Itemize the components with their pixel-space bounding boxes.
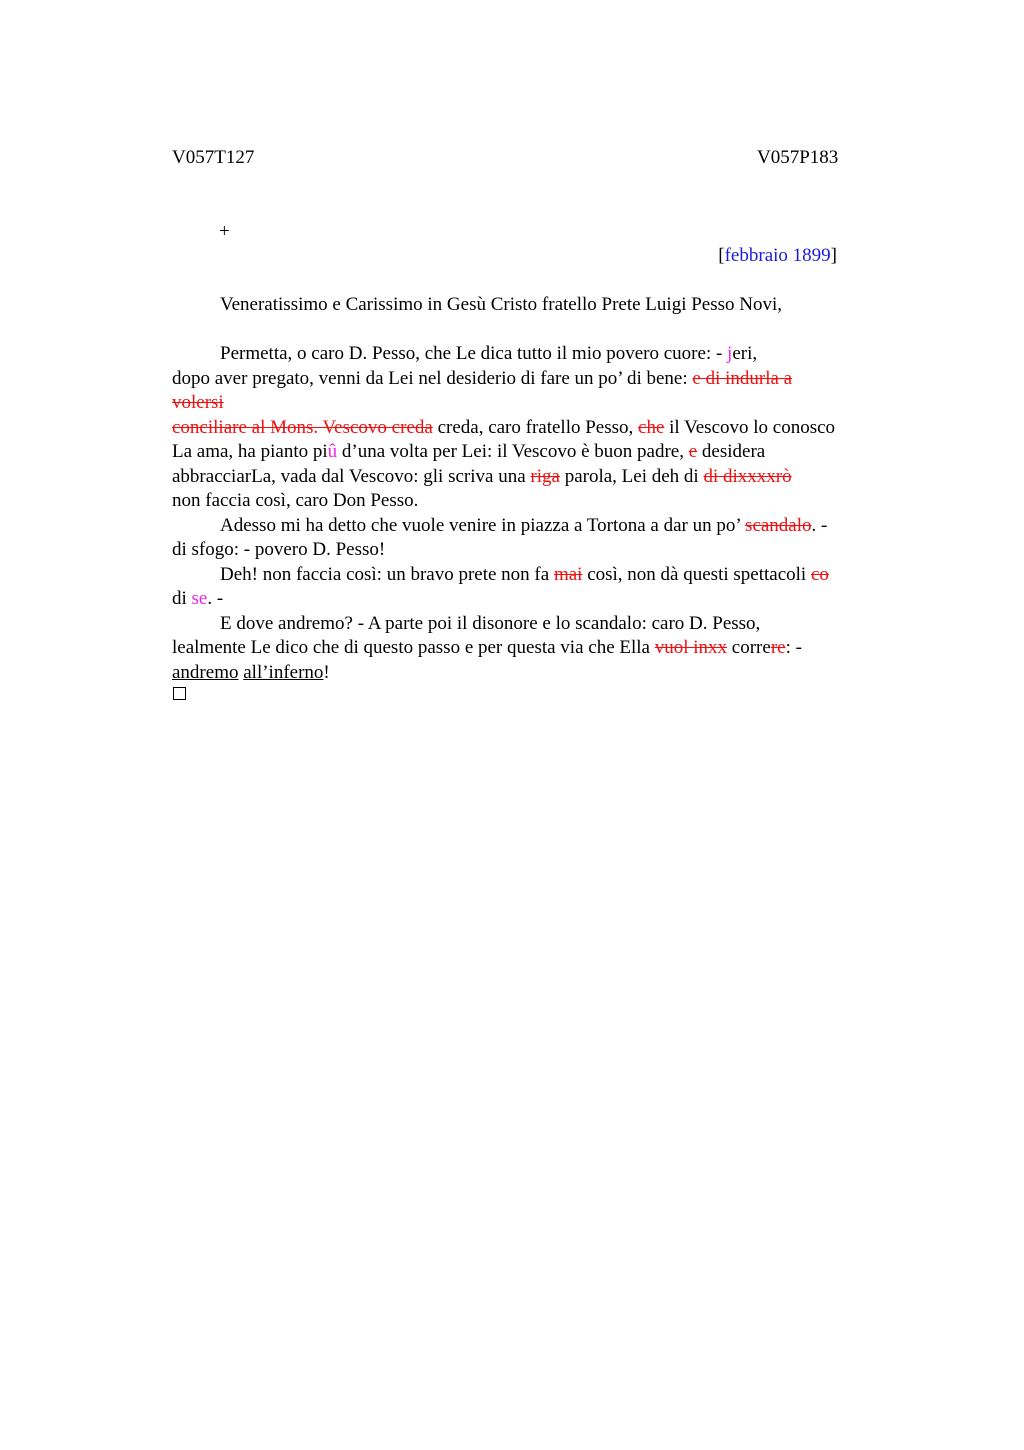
text-span: di sfogo: - povero D. Pesso!	[172, 539, 386, 560]
text-span: desidera	[697, 441, 766, 462]
text-span: così, non dà questi spettacoli	[582, 564, 811, 585]
text-line	[172, 466, 792, 488]
text-span: dopo aver pregato, venni da Lei nel desiderio di fare un po’ di bene:	[172, 368, 693, 389]
salutation: Veneratissimo e Carissimo in Gesù Cristo fratello Prete Luigi Pesso Novi,	[220, 294, 783, 315]
insertion-span: se	[191, 588, 208, 609]
deletion-span: vuol inxx	[654, 637, 728, 658]
text-span: parola, Lei deh di	[559, 466, 704, 487]
text-span: creda, caro fratello Pesso,	[432, 417, 639, 438]
text-span: il Vescovo lo conosco	[664, 417, 836, 438]
text-span: Deh! non faccia così: un bravo prete non fa	[220, 564, 554, 585]
date-text: febbraio 1899	[724, 245, 831, 266]
text-line	[172, 588, 223, 610]
insertion-span: û	[327, 441, 338, 462]
text-span: La ama, ha pianto pi	[172, 441, 328, 462]
deletion-span: e	[688, 441, 698, 462]
text-span: di	[172, 588, 192, 609]
text-span: !	[323, 662, 330, 683]
text-line	[172, 441, 765, 463]
text-span: . -	[811, 515, 828, 536]
text-span: Permetta, o caro D. Pesso, che Le dica tutto il mio povero cuore: -	[220, 343, 728, 364]
text-line	[172, 368, 792, 390]
deletion-span: che	[638, 417, 665, 438]
text-line	[220, 613, 760, 635]
text-line	[172, 392, 224, 414]
text-span: Adesso mi ha detto che vuole venire in piazza a Tortona a dar un po’	[220, 515, 746, 536]
deletion-span: co	[810, 564, 829, 585]
text-span: corre	[727, 637, 771, 658]
deletion-span: e di indurla a	[692, 368, 793, 389]
deletion-span: di dixxxxrò	[703, 466, 792, 487]
text-span: lealmente Le dico che di questo passo e per questa via che Ella	[172, 637, 655, 658]
text-line	[172, 539, 385, 561]
deletion-span: volersi	[172, 392, 224, 413]
deletion-span: scandalo	[745, 515, 812, 536]
text-line	[172, 490, 418, 512]
text-span: eri,	[732, 343, 758, 364]
square-outline-icon	[173, 687, 186, 700]
text-line	[220, 515, 827, 537]
text-span: non faccia così, caro Don Pesso.	[172, 490, 419, 511]
date-bracket-close: ]	[830, 245, 837, 266]
text-line	[172, 637, 802, 659]
text-span: E dove andremo? - A parte poi il disonore e lo scandalo: caro D. Pesso,	[220, 613, 761, 634]
deletion-span: re	[770, 637, 786, 658]
underlined-span: andremo	[172, 662, 239, 683]
text-line	[220, 564, 829, 586]
text-span: : -	[785, 637, 802, 658]
deletion-span: conciliare al Mons. Vescovo creda	[172, 417, 433, 438]
document-code-right: V057P183	[757, 147, 839, 168]
text-span: d’una volta per Lei: il Vescovo è buon padre,	[337, 441, 689, 462]
insertion-span: j	[727, 343, 733, 364]
text-span: . -	[207, 588, 224, 609]
text-line	[220, 343, 757, 365]
letter-date	[718, 245, 837, 267]
document-code-left: V057T127	[172, 147, 255, 168]
underlined-span: all’inferno	[243, 662, 324, 683]
date-bracket-open: [	[718, 245, 725, 266]
text-line	[172, 417, 835, 439]
text-line	[172, 662, 330, 684]
deletion-span: mai	[553, 564, 583, 585]
text-span: abbracciarLa, vada dal Vescovo: gli scriva una	[172, 466, 531, 487]
deletion-span: riga	[530, 466, 560, 487]
cross-symbol: +	[219, 221, 230, 242]
